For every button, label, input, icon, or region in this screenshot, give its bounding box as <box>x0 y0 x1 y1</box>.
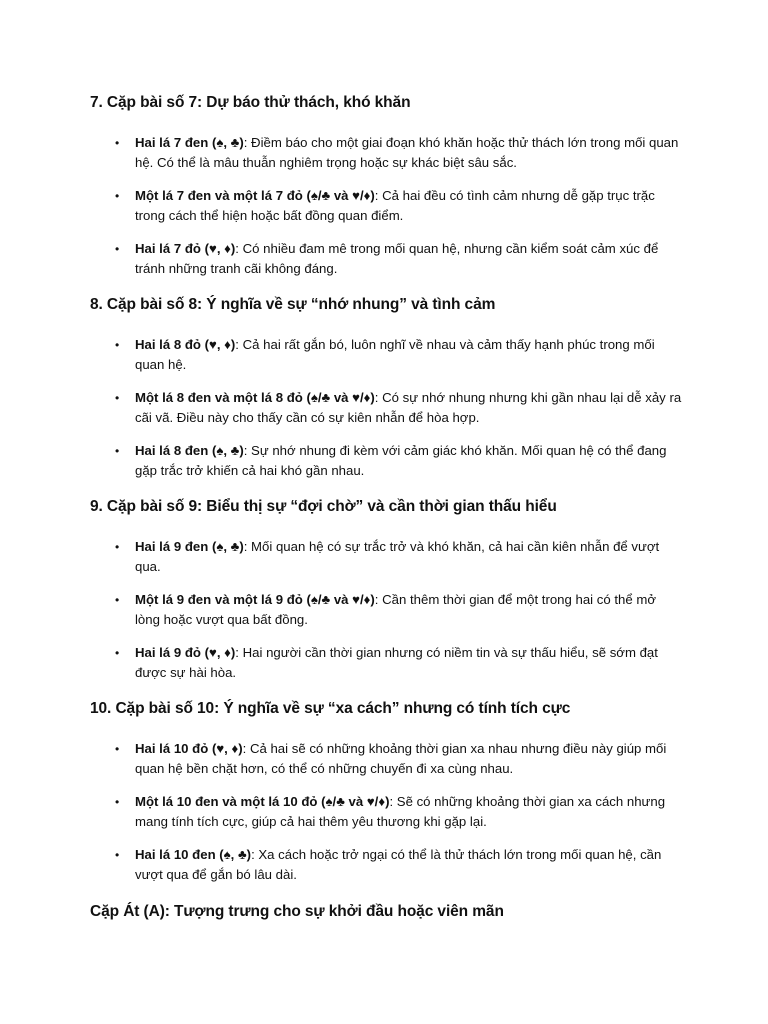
item-text: : Sẽ có những khoảng thời gian xa cách nhưng mang tính tích cực, giúp cả hai thêm yêu thương khi gặp lại. <box>135 794 666 829</box>
item-text: : Có nhiều đam mê trong mối quan hệ, nhưng cần kiểm soát cảm xúc để tránh những tranh cãi không đáng. <box>135 241 659 276</box>
section-heading: 8. Cặp bài số 8: Ý nghĩa về sự “nhớ nhung” và tình cảm <box>90 296 496 313</box>
item-term: Hai lá 7 đỏ (♥, ♦) <box>135 241 236 256</box>
item-term: Một lá 8 đen và một lá 8 đỏ (♠/♣ và ♥/♦) <box>135 390 375 405</box>
item-text: : Có sự nhớ nhung nhưng khi gần nhau lại dễ xảy ra cãi vã. Điều này cho thấy cần có sự kiên nhẫn để hòa hợp. <box>135 390 682 425</box>
bullet-icon: • <box>115 391 120 405</box>
item-text: : Cả hai sẽ có những khoảng thời gian xa nhau nhưng điều này giúp mối quan hệ bền chặt hơn, có thể có những chuyến đi xa cùng nhau. <box>135 741 667 776</box>
item-term: Hai lá 10 đen (♠, ♣) <box>135 847 252 862</box>
section-heading: 9. Cặp bài số 9: Biểu thị sự “đợi chờ” và cần thời gian thấu hiểu <box>90 498 557 515</box>
list-item <box>115 643 683 683</box>
item-text: : Mối quan hệ có sự trắc trở và khó khăn, cả hai cần kiên nhẫn để vượt qua. <box>135 539 660 574</box>
bullet-icon: • <box>115 646 120 660</box>
item-text: : Sự nhớ nhung đi kèm với cảm giác khó khăn. Mối quan hệ có thể đang gặp trắc trở khiến cả hai khó gần nhau. <box>135 443 667 478</box>
item-text: : Điềm báo cho một giai đoạn khó khăn hoặc thử thách lớn trong mối quan hệ. Có thể là mâu thuẫn nghiêm trọng hoặc sự khác biệt sâu sắc. <box>135 135 679 170</box>
item-term: Một lá 10 đen và một lá 10 đỏ (♠/♣ và ♥/♦) <box>135 794 390 809</box>
bullet-icon: • <box>115 242 120 256</box>
bullet-icon: • <box>115 338 120 352</box>
item-text: : Cần thêm thời gian để một trong hai có thể mở lòng hoặc vượt qua bất đồng. <box>135 592 656 627</box>
item-text: : Hai người cần thời gian nhưng có niềm tin và sự thấu hiểu, sẽ sớm đạt được sự hài hòa. <box>135 645 658 680</box>
bullet-icon: • <box>115 593 120 607</box>
list-item <box>115 133 683 173</box>
list-item <box>115 186 683 226</box>
item-text: : Cả hai rất gắn bó, luôn nghĩ về nhau và cảm thấy hạnh phúc trong mối quan hệ. <box>135 337 655 372</box>
item-term: Một lá 9 đen và một lá 9 đỏ (♠/♣ và ♥/♦) <box>135 592 375 607</box>
list-item <box>115 335 683 375</box>
item-term: Hai lá 9 đỏ (♥, ♦) <box>135 645 236 660</box>
bullet-icon: • <box>115 189 120 203</box>
bullet-icon: • <box>115 540 120 554</box>
item-term: Hai lá 7 đen (♠, ♣) <box>135 135 244 150</box>
item-term: Hai lá 9 đen (♠, ♣) <box>135 539 244 554</box>
item-text: : Cả hai đều có tình cảm nhưng dễ gặp trục trặc trong cách thể hiện hoặc bất đồng quan điểm. <box>135 188 655 223</box>
item-term: Một lá 7 đen và một lá 7 đỏ (♠/♣ và ♥/♦) <box>135 188 375 203</box>
section-heading: 10. Cặp bài số 10: Ý nghĩa về sự “xa cách” nhưng có tính tích cực <box>90 700 571 717</box>
item-term: Hai lá 8 đen (♠, ♣) <box>135 443 244 458</box>
section-heading: Cặp Át (A): Tượng trưng cho sự khởi đầu hoặc viên mãn <box>90 903 504 920</box>
bullet-icon: • <box>115 444 120 458</box>
list-item <box>115 845 683 885</box>
list-item <box>115 537 683 577</box>
list-item <box>115 590 683 630</box>
list-item <box>115 388 683 428</box>
list-item <box>115 441 683 481</box>
list-item <box>115 239 683 279</box>
bullet-icon: • <box>115 795 120 809</box>
list-item <box>115 792 683 832</box>
section-heading: 7. Cặp bài số 7: Dự báo thử thách, khó khăn <box>90 94 411 111</box>
bullet-icon: • <box>115 136 120 150</box>
bullet-icon: • <box>115 848 120 862</box>
item-text: : Xa cách hoặc trở ngại có thể là thử thách lớn trong mối quan hệ, cần vượt qua để gắn bó lâu dài. <box>135 847 662 882</box>
item-term: Hai lá 8 đỏ (♥, ♦) <box>135 337 236 352</box>
list-item <box>115 739 683 779</box>
bullet-icon: • <box>115 742 120 756</box>
item-term: Hai lá 10 đỏ (♥, ♦) <box>135 741 243 756</box>
